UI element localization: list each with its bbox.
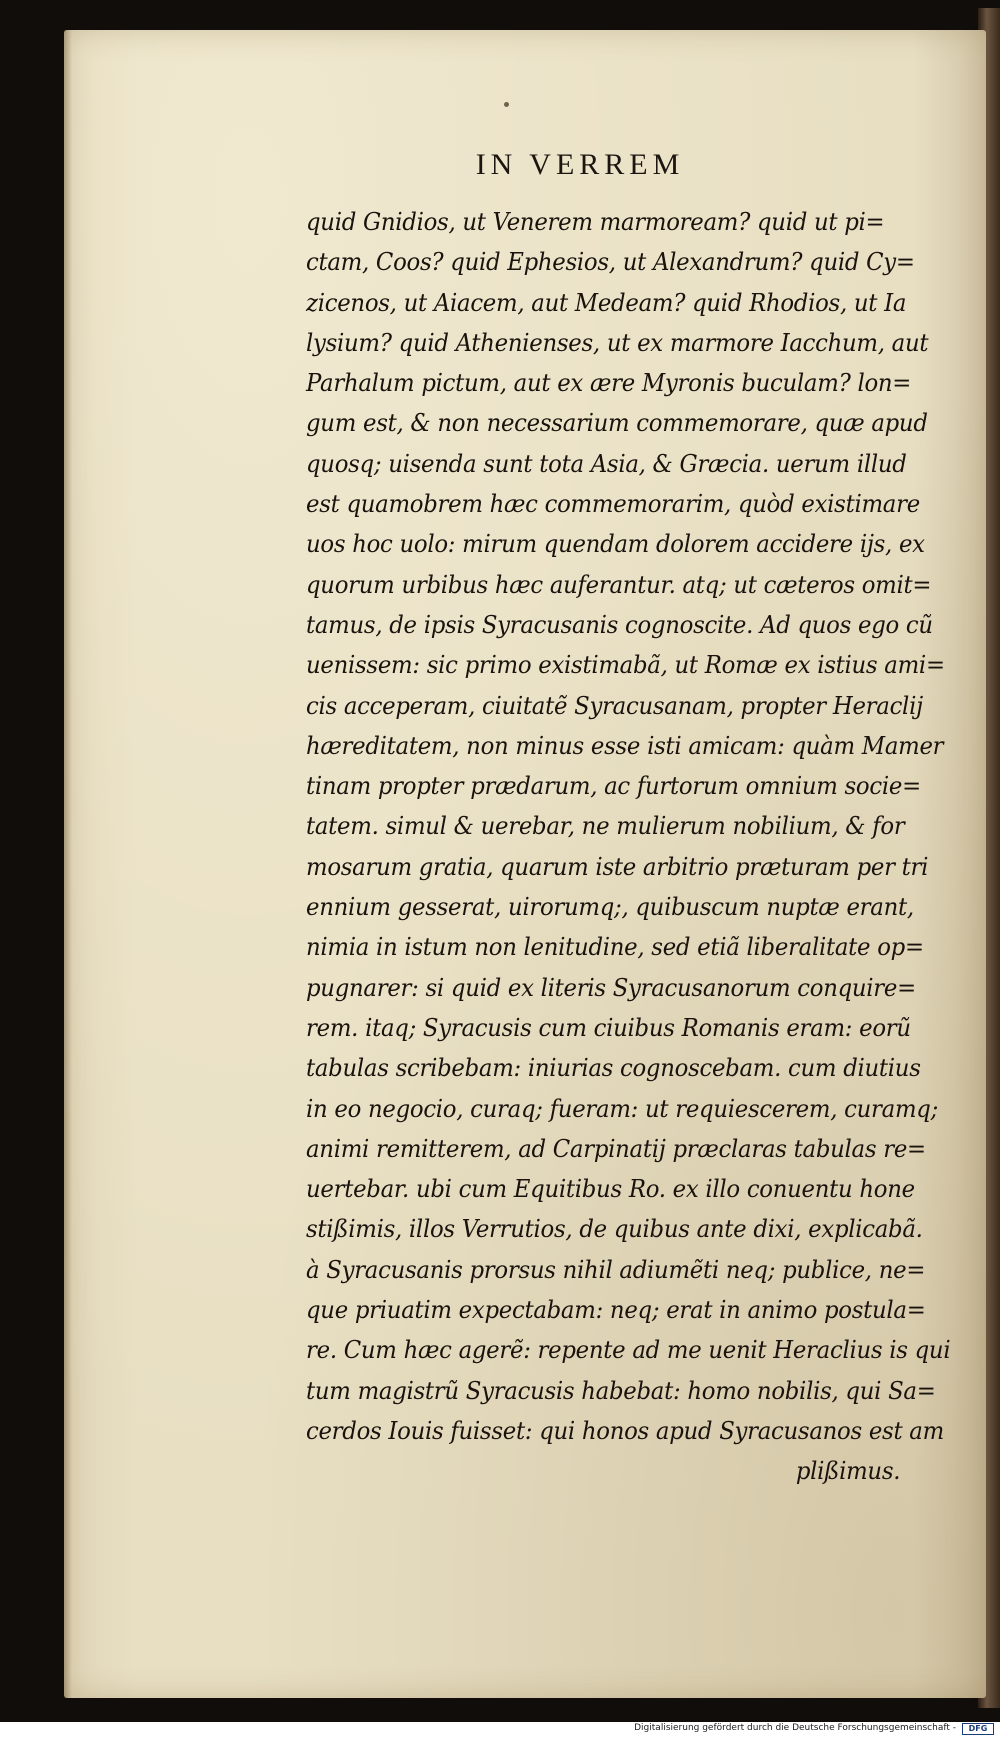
text-line: tatem. simul & uerebar, ne mulierum nobilium, & for [306,811,905,841]
text-line: cis acceperam, ciuitatẽ Syracusanam, propter Heraclij [306,690,923,720]
text-line: tamus, de ipsis Syracusanis cognoscite. Ad quos ego cũ [306,609,933,639]
text-line: nimia in istum non lenitudine, sed etiã liberalitate op= [306,932,924,962]
text-line: in eo negocio, curaq; fueram: ut requiescerem, curamq; [306,1093,938,1123]
text-block [306,202,956,1492]
text-line: uertebar. ubi cum Equitibus Ro. ex illo conuentu hone [306,1174,915,1204]
book-page [64,30,986,1698]
text-line: tum magistrũ Syracusis habebat: homo nobilis, qui Sa= [306,1375,936,1405]
text-line: pugnarer: si quid ex literis Syracusanorum conquire= [306,972,916,1002]
text-line: quid Gnidios, ut Venerem marmoream? quid ut pi= [306,207,885,236]
text-line: zicenos, ut Aiacem, aut Medeam? quid Rhodios, ut Ia [306,287,907,317]
text-line: uenissem: sic primo existimabã, ut Romæ ex istius ami= [306,650,945,680]
text-line: rem. itaq; Syracusis cum ciuibus Romanis eram: eorũ [306,1012,911,1042]
text-line: plißimus. [795,1456,901,1486]
page-gutter-shadow [64,30,72,1698]
text-line: tabulas scribebam: iniurias cognoscebam. cum diutius [306,1053,921,1083]
text-line: animi remitterem, ad Carpinatij præclaras tabulas re= [306,1133,926,1163]
text-line: re. Cum hæc agerẽ: repente ad me uenit Heraclius is qui [306,1335,951,1365]
text-line: que priuatim expectabam: neq; erat in animo postula= [306,1295,926,1325]
text-line: ctam, Coos? quid Ephesios, ut Alexandrum? quid Cy= [306,247,915,277]
text-line: mosarum gratia, quarum iste arbitrio præturam per tri [306,851,929,881]
footer-credit: Digitalisierung gefördert durch die Deutsche Forschungsgemeinschaft - [634,1723,956,1733]
text-line: hæreditatem, non minus esse isti amicam: quàm Mamer [306,730,944,760]
text-line: est quamobrem hæc commemorarim, quòd existimare [306,489,920,519]
text-line: à Syracusanis prorsus nihil adiumẽti neq; publice, ne= [306,1254,926,1284]
text-line: ennium gesserat, uirorumq;, quibuscum nuptæ erant, [306,892,914,922]
text-line: Parhalum pictum, aut ex ære Myronis buculam? lon= [306,368,912,398]
text-line: quosq; uisenda sunt tota Asia, & Græcia. uerum illud [306,448,907,478]
text-line: lysium? quid Athenienses, ut ex marmore Iacchum, aut [306,327,929,357]
text-line: uos hoc uolo: mirum quendam dolorem accidere ijs, ex [306,529,925,559]
text-line: stißimis, illos Verrutios, de quibus ante dixi, explicabã. [306,1214,923,1244]
text-line: tinam propter prædarum, ac furtorum omnium socie= [306,771,921,801]
text-line: gum est, & non necessarium commemorare, quæ apud [306,408,928,438]
ink-spot [504,102,509,107]
text-line: cerdos Iouis fuisset: qui honos apud Syracusanos est am [306,1415,944,1445]
dfg-logo: DFG [962,1723,994,1735]
text-line: quorum urbibus hæc auferantur. atq; ut cæteros omit= [306,569,932,599]
running-head: IN VERREM [475,148,685,181]
